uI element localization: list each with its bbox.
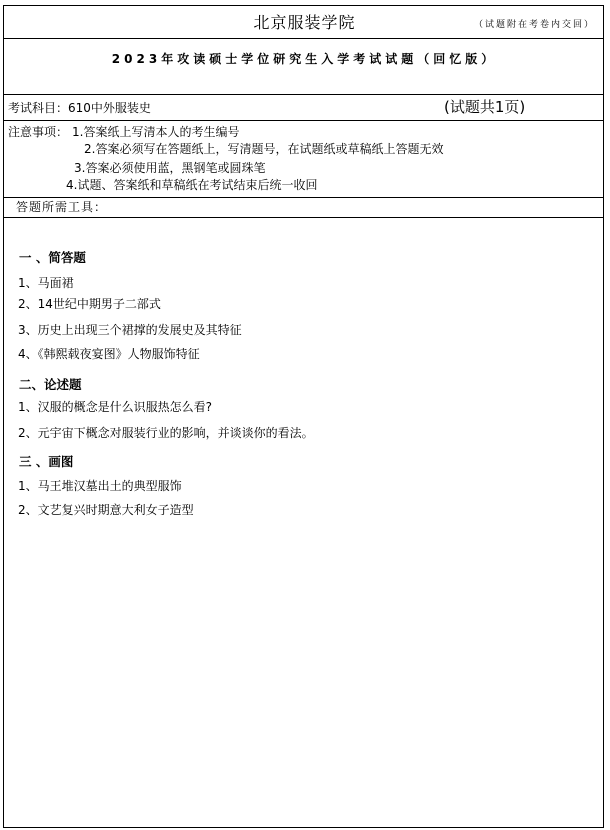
- exam-subject: 考试科目：610中外服装史: [8, 101, 151, 115]
- divider: [4, 38, 603, 39]
- divider: [4, 197, 603, 198]
- question-item: 1、马面裙: [18, 276, 74, 290]
- section-heading: 二、论述题: [19, 377, 82, 392]
- notice-item: 1.答案纸上写清本人的考生编号: [72, 125, 240, 139]
- divider: [4, 217, 603, 218]
- notice-item: 4.试题、答案纸和草稿纸在考试结束后统一收回: [66, 178, 318, 192]
- section-heading: 三 、画图: [19, 454, 74, 469]
- tools-label: 答题所需工具：: [16, 200, 108, 214]
- exam-title: 2023年攻读硕士学位研究生入学考试试题（回忆版）: [111, 52, 498, 66]
- return-note: （试题附在考卷内交回）: [473, 20, 595, 30]
- question-item: 1、马王堆汉墓出土的典型服饰: [18, 479, 182, 493]
- school-name: 北京服装学院: [253, 13, 356, 32]
- question-item: 2、元宇宙下概念对服装行业的影响，并谈谈你的看法。: [18, 426, 314, 440]
- question-item: 4、《韩熙载夜宴图》人物服饰特征: [18, 347, 200, 361]
- question-item: 3、历史上出现三个裙撑的发展史及其特征: [18, 323, 242, 337]
- notice-item: 2.答案必须写在答题纸上，写清题号，在试题纸或草稿纸上答题无效: [84, 142, 444, 156]
- notice-item: 3.答案必须使用蓝，黑钢笔或圆珠笔: [74, 161, 266, 175]
- notices-label: 注意事项：: [8, 125, 69, 139]
- divider: [4, 94, 603, 95]
- divider: [4, 120, 603, 121]
- question-item: 2、文艺复兴时期意大利女子造型: [18, 503, 194, 517]
- question-item: 2、14世纪中期男子二部式: [18, 297, 161, 311]
- exam-paper-frame: [3, 5, 604, 828]
- question-item: 1、汉服的概念是什么识服热怎么看?: [18, 400, 213, 414]
- section-heading: 一 、简答题: [19, 250, 86, 265]
- page-count: (试题共1页): [444, 98, 526, 116]
